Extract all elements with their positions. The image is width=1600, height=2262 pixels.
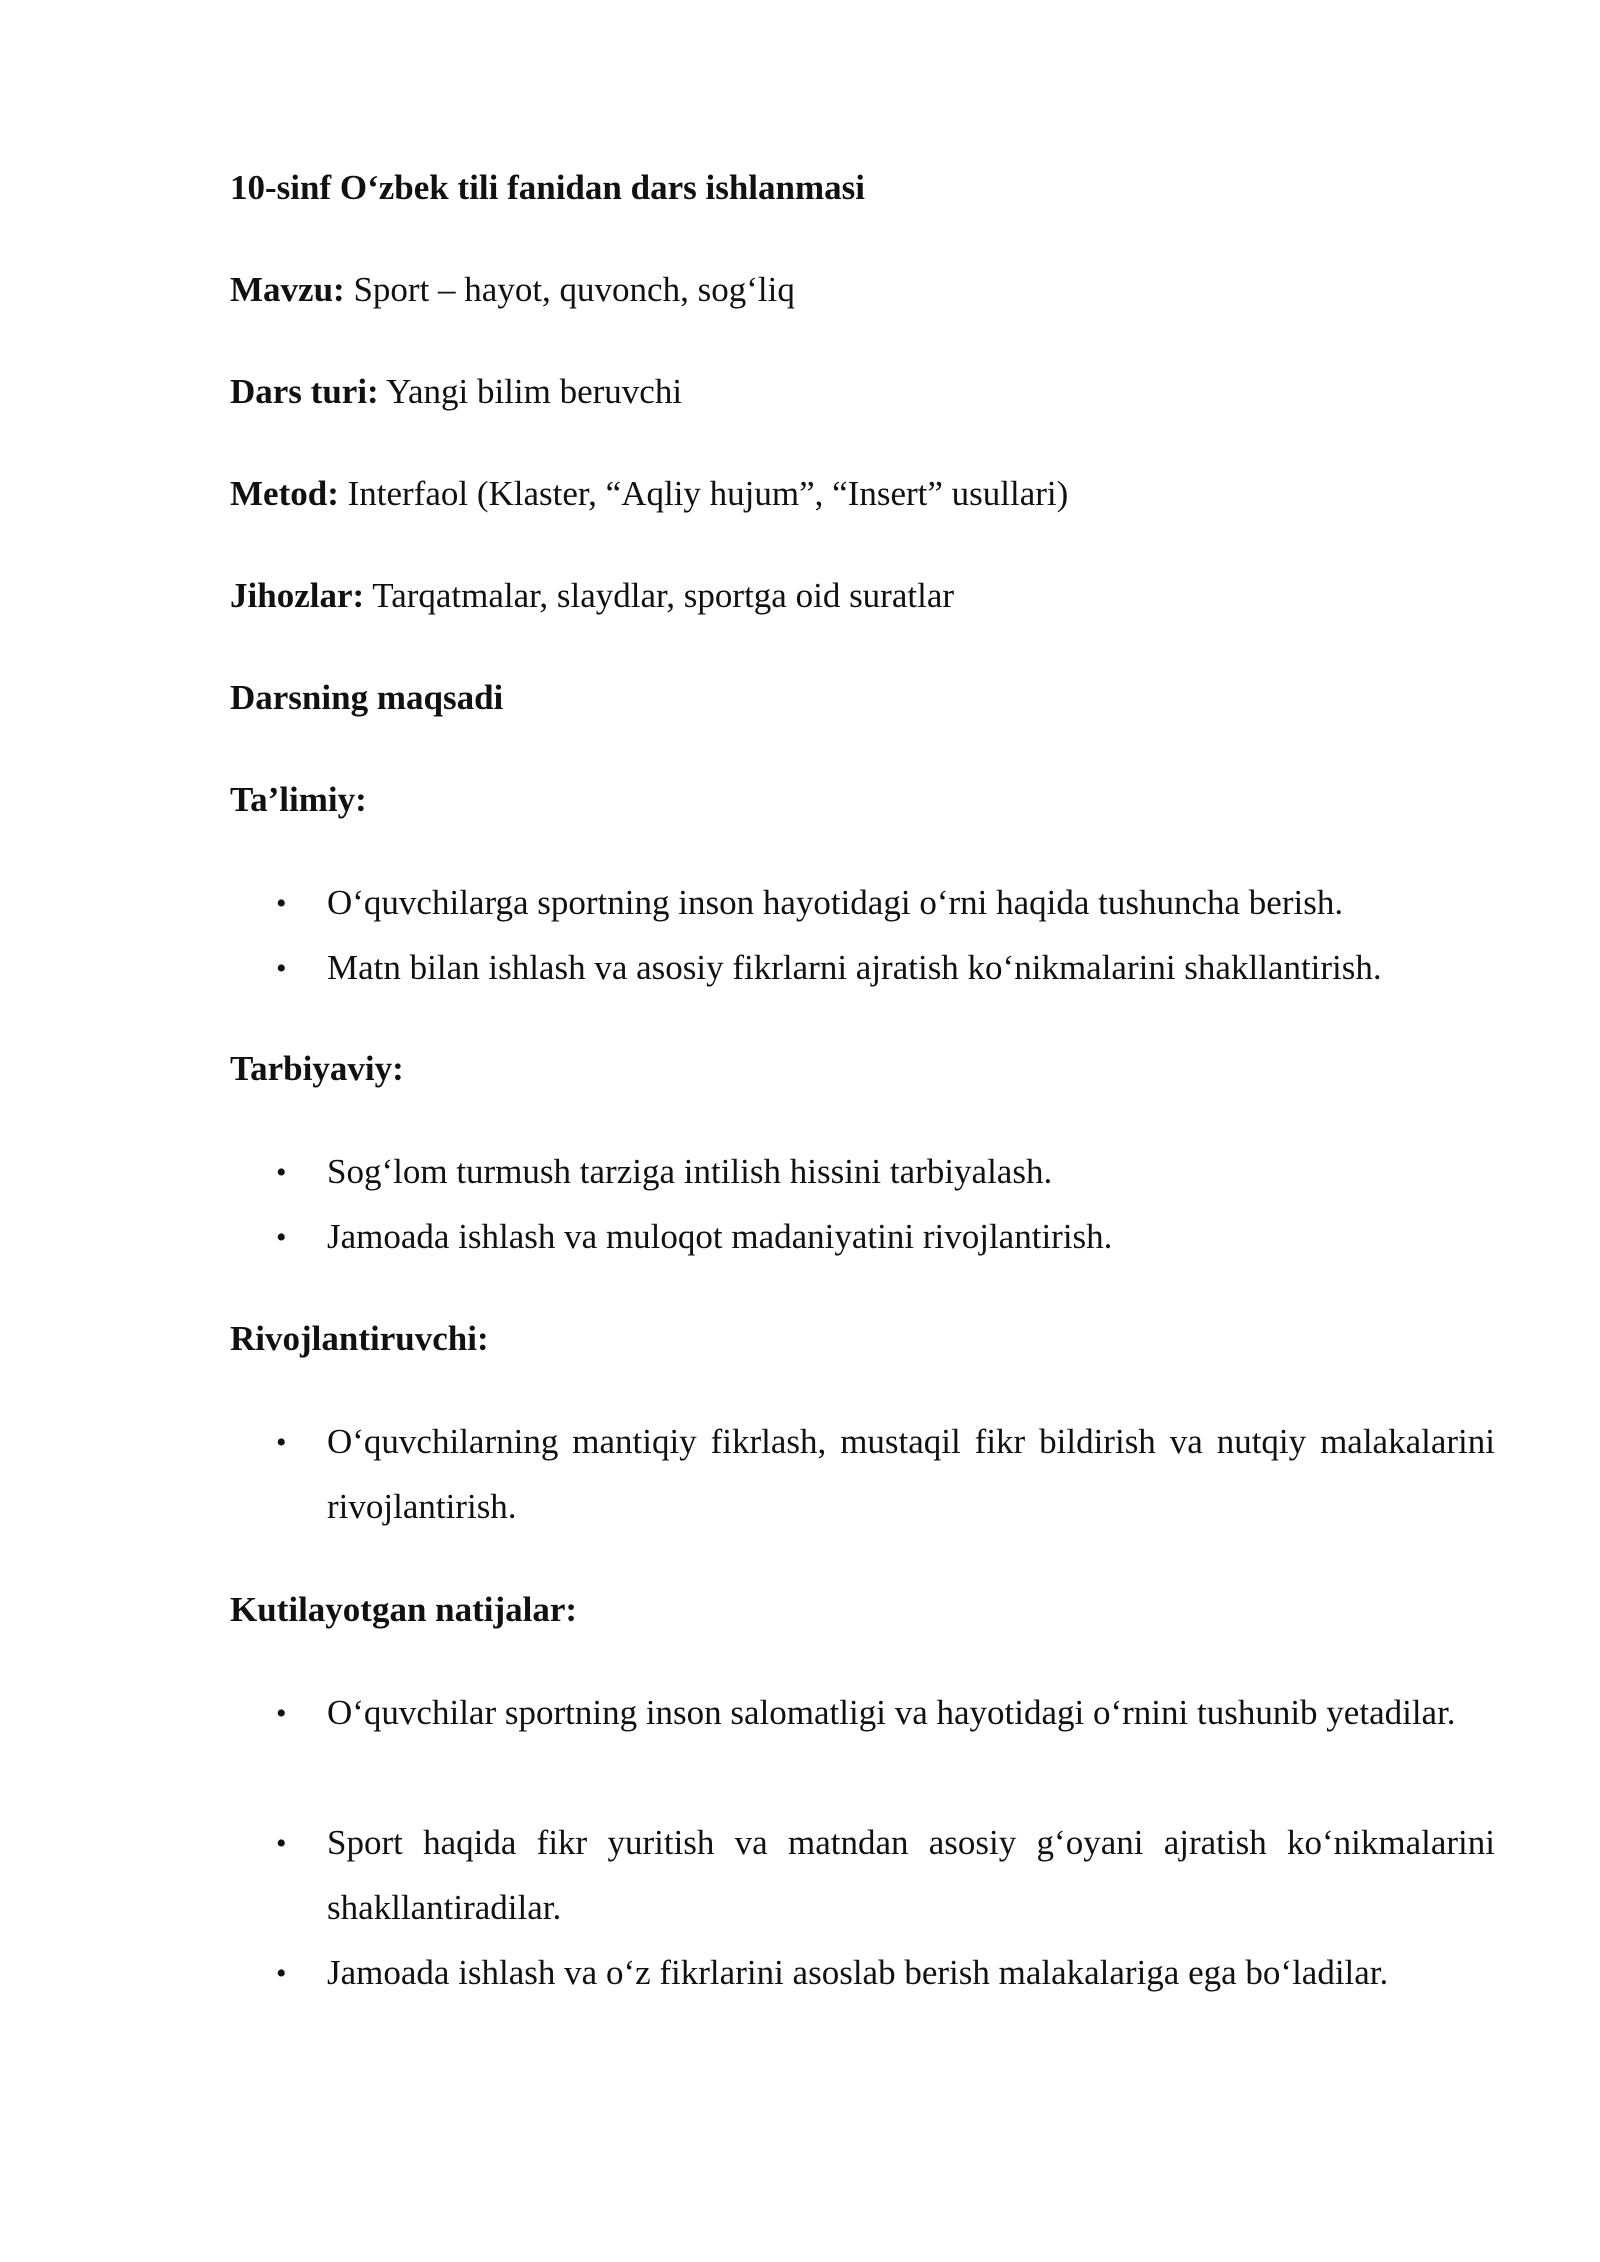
field-value: Yangi bilim beruvchi bbox=[378, 372, 683, 411]
document-title: 10-sinf O‘zbek tili fanidan dars ishlanmasi bbox=[230, 168, 865, 207]
list-item: O‘quvchilarning mantiqiy fikrlash, mustaqil fikr bildirish va nutqiy malakalarini rivojlantirish. bbox=[327, 1422, 1495, 1526]
list-item: Sog‘lom turmush tarziga intilish hissini tarbiyalash. bbox=[327, 1152, 1053, 1191]
field-label: Dars turi: bbox=[230, 372, 379, 411]
list-item: O‘quvchilarga sportning inson hayotidagi o‘rni haqida tushuncha berish. bbox=[327, 883, 1344, 922]
bullet-icon: • bbox=[276, 1827, 287, 1860]
bullet-icon: • bbox=[276, 887, 287, 920]
bullet-icon: • bbox=[276, 952, 287, 985]
field-dars-turi bbox=[230, 370, 682, 414]
bullet-icon: • bbox=[276, 1156, 287, 1189]
section-heading-rivojlantiruvchi: Rivojlantiruvchi: bbox=[230, 1319, 489, 1358]
goal-heading: Darsning maqsadi bbox=[230, 678, 504, 717]
list-item: O‘quvchilar sportning inson salomatligi va hayotidagi o‘rnini tushunib yetadilar. bbox=[327, 1693, 1456, 1732]
list-item: Matn bilan ishlash va asosiy fikrlarni ajratish ko‘nikmalarini shakllantirish. bbox=[327, 948, 1382, 987]
list-item: Jamoada ishlash va muloqot madaniyatini rivojlantirish. bbox=[327, 1217, 1113, 1256]
section-heading-talimiy: Ta’limiy: bbox=[230, 780, 367, 819]
field-value: Sport – hayot, quvonch, sog‘liq bbox=[344, 270, 795, 309]
bullet-icon: • bbox=[276, 1426, 287, 1459]
field-value: Interfaol (Klaster, “Aqliy hujum”, “Insert” usullari) bbox=[338, 474, 1069, 513]
bullet-icon: • bbox=[276, 1957, 287, 1990]
field-mavzu bbox=[230, 268, 795, 312]
field-metod bbox=[230, 472, 1068, 516]
bullet-icon: • bbox=[276, 1221, 287, 1254]
section-heading-tarbiyaviy: Tarbiyaviy: bbox=[230, 1049, 404, 1088]
field-value: Tarqatmalar, slaydlar, sportga oid suratlar bbox=[364, 576, 955, 615]
field-label: Mavzu: bbox=[230, 270, 345, 309]
list-item: Sport haqida fikr yuritish va matndan asosiy g‘oyani ajratish ko‘nikmalarini shakllantiradilar. bbox=[327, 1823, 1495, 1927]
list-item: Jamoada ishlash va o‘z fikrlarini asoslab berish malakalariga ega bo‘ladilar. bbox=[327, 1953, 1389, 1992]
field-label: Metod: bbox=[230, 474, 339, 513]
field-jihozlar bbox=[230, 574, 954, 618]
bullet-icon: • bbox=[276, 1697, 287, 1730]
section-heading-kutilayotgan-natijalar: Kutilayotgan natijalar: bbox=[230, 1590, 578, 1629]
field-label: Jihozlar: bbox=[230, 576, 365, 615]
